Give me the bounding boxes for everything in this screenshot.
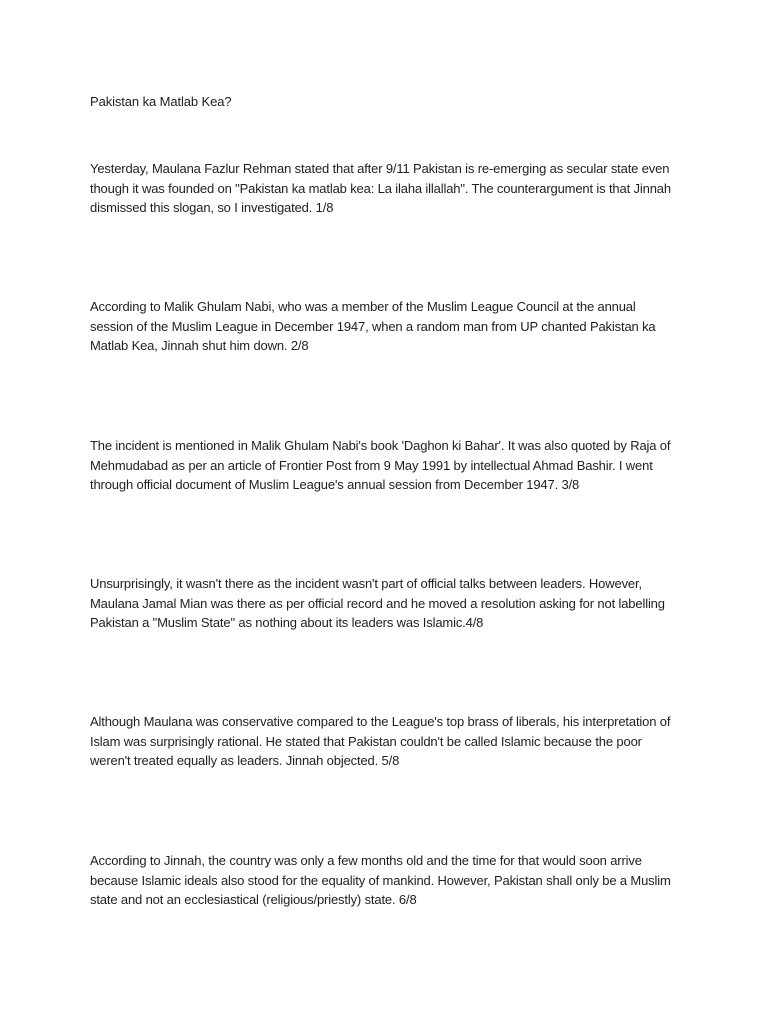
paragraph-2 [90, 297, 680, 356]
paragraph-line: Mehmudabad as per an article of Frontier Post from 9 May 1991 by intellectual Ahmad Bashir. I went [90, 457, 653, 473]
paragraph-3 [90, 436, 680, 495]
paragraph-line: weren't treated equally as leaders. Jinnah objected. 5/8 [90, 753, 400, 768]
paragraph-line: According to Malik Ghulam Nabi, who was a member of the Muslim League Council at the annual [90, 299, 636, 314]
paragraph-line: Maulana Jamal Mian was there as per official record and he moved a resolution asking for not labelling [90, 595, 665, 611]
paragraph-4 [90, 574, 680, 633]
paragraph-line: Yesterday, Maulana Fazlur Rehman stated that after 9/11 Pakistan is re-emerging as secular state even [90, 161, 670, 176]
paragraph-line: Matlab Kea, Jinnah shut him down. 2/8 [90, 338, 309, 353]
paragraph-5 [90, 712, 680, 771]
paragraph-line: though it was founded on "Pakistan ka matlab kea: La ilaha illallah". The counterargument is that Jinnah [90, 180, 671, 196]
paragraph-line: Unsurprisingly, it wasn't there as the incident wasn't part of official talks between leaders. However, [90, 576, 642, 591]
paragraph-1 [90, 159, 680, 218]
paragraph-line: because Islamic ideals also stood for the equality of mankind. However, Pakistan shall only be a Muslim [90, 872, 671, 888]
document-title: Pakistan ka Matlab Kea? [90, 94, 232, 109]
paragraph-line: session of the Muslim League in December 1947, when a random man from UP chanted Pakistan ka [90, 318, 656, 334]
paragraph-line: According to Jinnah, the country was only a few months old and the time for that would soon arrive [90, 853, 642, 868]
paragraph-6 [90, 851, 680, 910]
paragraph-line: Islam was surprisingly rational. He stated that Pakistan couldn't be called Islamic because the poor [90, 733, 642, 749]
paragraph-line: through official document of Muslim League's annual session from December 1947. 3/8 [90, 477, 580, 492]
paragraph-line: Pakistan a "Muslim State" as nothing about its leaders was Islamic.4/8 [90, 615, 484, 630]
paragraph-line: Although Maulana was conservative compared to the League's top brass of liberals, his interpretation of [90, 714, 671, 729]
paragraph-line: The incident is mentioned in Malik Ghulam Nabi's book 'Daghon ki Bahar'. It was also quoted by Raja of [90, 438, 671, 453]
paragraph-line: state and not an ecclesiastical (religious/priestly) state. 6/8 [90, 892, 417, 907]
paragraph-line: dismissed this slogan, so I investigated. 1/8 [90, 200, 334, 215]
